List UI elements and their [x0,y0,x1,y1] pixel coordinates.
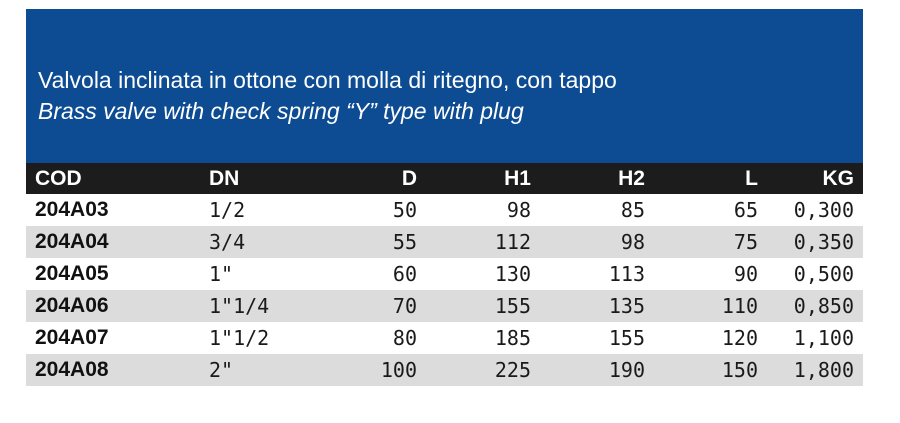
cell-dn: 1/2 [209,198,246,222]
cell-cod: 204A05 [35,262,109,285]
cell-h1: 155 [494,294,531,318]
cell-h1: 185 [494,326,531,350]
cell-h1: 130 [494,262,531,286]
table-header-row [26,163,863,194]
cell-dn: 2" [209,358,234,382]
cell-d: 50 [392,198,417,222]
cell-cod: 204A08 [35,358,109,381]
cell-kg: 1,800 [793,358,854,382]
cell-d: 55 [392,230,417,254]
cell-cod: 204A04 [35,230,109,253]
column-header-d: D [401,167,417,190]
cell-d: 80 [392,326,417,350]
cell-h1: 98 [506,198,531,222]
cell-kg: 0,350 [793,230,854,254]
table-row [26,322,863,354]
cell-l: 90 [733,262,758,286]
product-table [26,163,863,386]
table-row [26,226,863,258]
column-header-cod: COD [35,167,82,190]
cell-h2: 113 [608,262,645,286]
cell-kg: 0,500 [793,262,854,286]
column-header-h1: H1 [504,167,531,190]
cell-kg: 1,100 [793,326,854,350]
cell-cod: 204A03 [35,198,109,221]
title-english: Brass valve with check spring “Y” type with plug [38,98,524,124]
cell-dn: 3/4 [209,230,246,254]
cell-kg: 0,850 [793,294,854,318]
cell-d: 60 [392,262,417,286]
cell-h1: 225 [494,358,531,382]
cell-h2: 98 [620,230,645,254]
title-italian: Valvola inclinata in ottone con molla di ritegno, con tappo [38,67,617,93]
column-header-l: L [745,167,758,190]
table-row [26,258,863,290]
cell-d: 100 [380,358,417,382]
column-header-dn: DN [209,167,240,190]
cell-h1: 112 [494,230,531,254]
cell-h2: 85 [620,198,645,222]
cell-dn: 1"1/4 [209,294,270,318]
table-row [26,290,863,322]
cell-h2: 155 [608,326,645,350]
column-header-kg: KG [822,167,854,190]
cell-l: 110 [721,294,758,318]
cell-l: 65 [733,198,758,222]
cell-h2: 135 [608,294,645,318]
cell-l: 75 [733,230,758,254]
cell-d: 70 [392,294,417,318]
title-banner [26,9,863,163]
cell-cod: 204A07 [35,326,109,349]
cell-l: 150 [721,358,758,382]
cell-h2: 190 [608,358,645,382]
table-row [26,194,863,226]
cell-cod: 204A06 [35,294,109,317]
cell-dn: 1" [209,262,234,286]
cell-l: 120 [721,326,758,350]
column-header-h2: H2 [618,167,645,190]
table-row [26,354,863,386]
cell-dn: 1"1/2 [209,326,270,350]
cell-kg: 0,300 [793,198,854,222]
